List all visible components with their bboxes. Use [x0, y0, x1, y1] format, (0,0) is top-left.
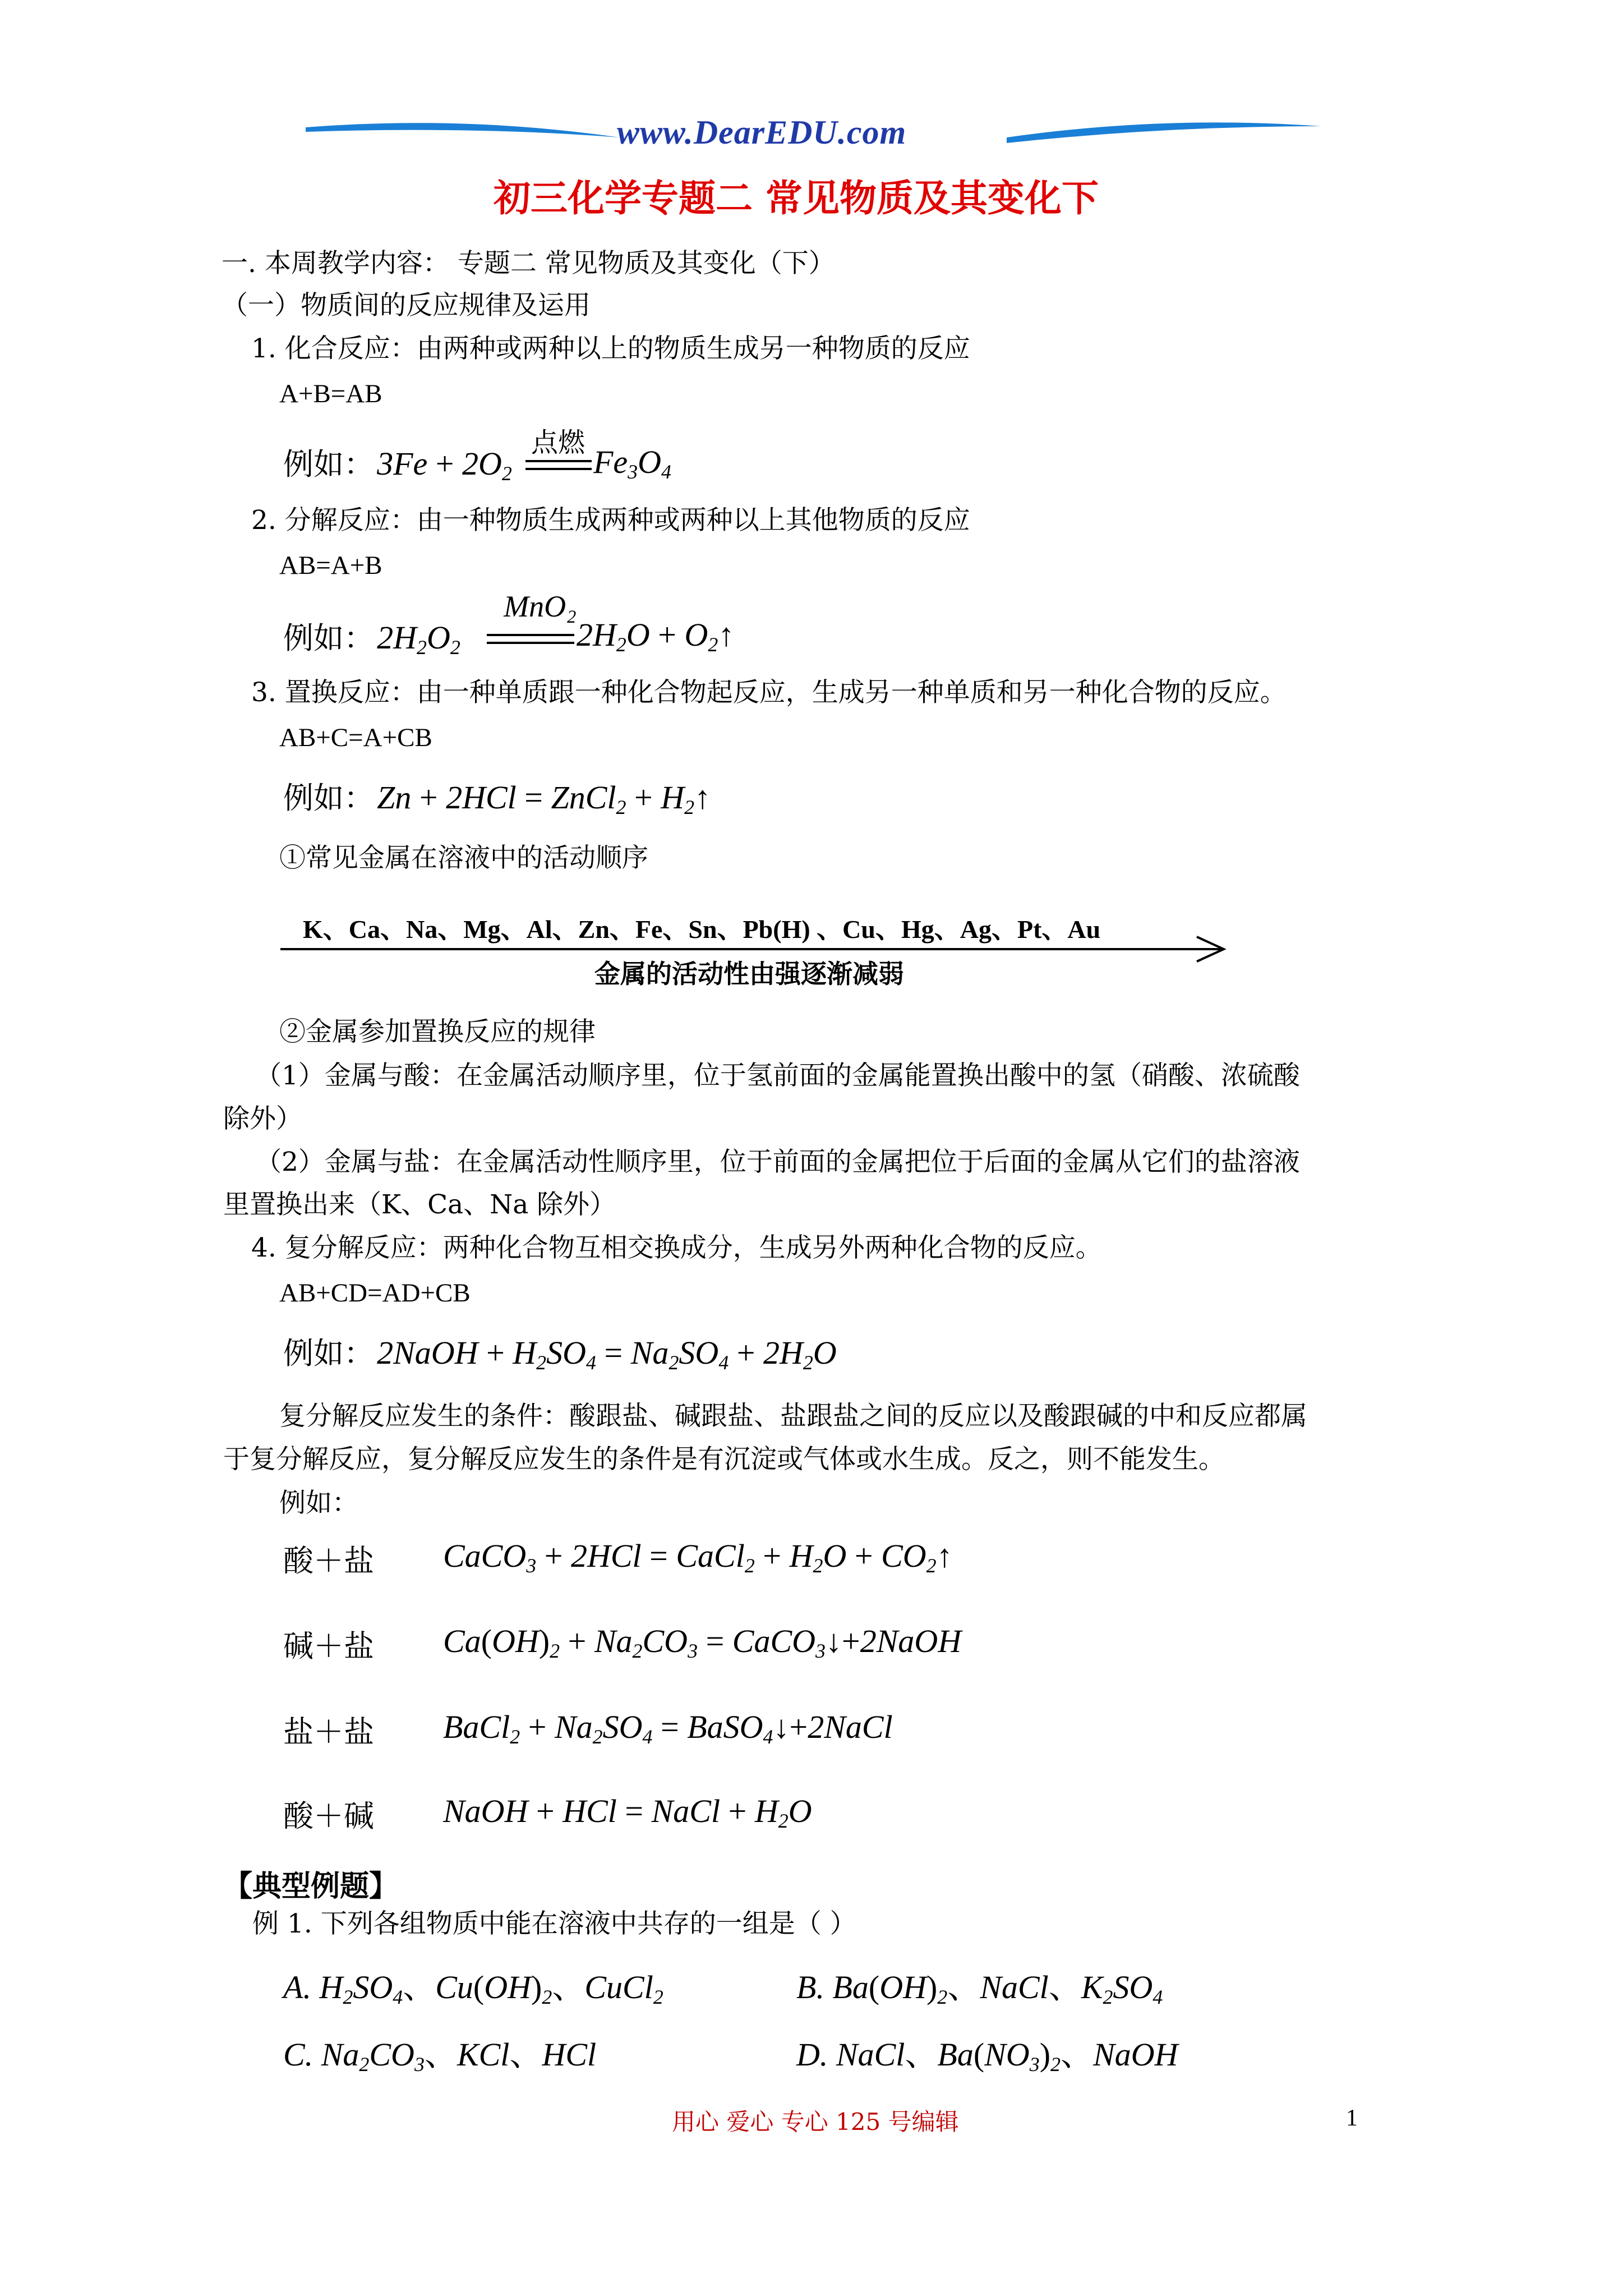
- condition-paragraph-line-b: 于复分解反应，复分解反应发生的条件是有沉淀或气体或水生成。反之，则不能发生。: [223, 1444, 1225, 1475]
- reaction-condition-catalyst: MnO₂: [504, 590, 577, 623]
- section-4-general: AB+CD=AD+CB: [279, 1278, 471, 1308]
- reaction-condition-ignite: 点燃: [531, 427, 585, 458]
- section-3-general: AB+C=A+CB: [279, 723, 432, 752]
- equation-caoh2-na2co3: $Ca(OH)_2 + Na_2CO_3$ = CaCO$_3$↓+2NaOH: [443, 1623, 962, 1663]
- option-d[interactable]: D. NaCl、$Ba(NO_3)_2$、NaOH: [796, 2036, 1178, 2076]
- intro-line-2: （一）物质间的反应规律及运用: [222, 290, 591, 321]
- activity-series-arrow-line: [280, 948, 1223, 950]
- rule-title: ②金属参加置换反应的规律: [279, 1016, 596, 1047]
- reaction-type-label: 碱＋盐: [283, 1628, 374, 1664]
- activity-series-title: ①常见金属在溶液中的活动顺序: [279, 843, 648, 873]
- header-swoosh-left: [306, 115, 620, 154]
- equation-zinc-hcl: Zn + 2HCl = ZnCl$_2$ + $H_2↑$: [377, 779, 711, 819]
- intro-line-1: 一. 本周教学内容： 专题二 常见物质及其变化（下）: [222, 248, 835, 279]
- question-1: 例 1. 下列各组物质中能在溶液中共存的一组是（ ）: [252, 1908, 856, 1939]
- equation-iron-combustion: $3Fe + 2O_2$: [377, 445, 512, 485]
- example-label: 例如：: [283, 780, 374, 816]
- page-number: 1: [1346, 2105, 1358, 2131]
- equation-product-fe3o4: $Fe_3O_4$: [593, 444, 672, 484]
- equals-sign-long: [487, 642, 574, 644]
- reaction-type-label: 酸＋盐: [283, 1543, 374, 1579]
- equation-bacl2-na2so4: BaCl$_2$ + $Na_2SO_4$ = BaSO$_4$↓+2NaCl: [443, 1709, 893, 1749]
- section-4-example: [283, 1329, 837, 1373]
- option-c[interactable]: C. $Na_2CO_3$、KCl、HCl: [283, 2036, 597, 2076]
- equation-neutralization-h2so4: 2NaOH + $H_2SO_4 = Na_2SO_4 + 2H_2O$: [377, 1335, 837, 1374]
- equation-caco3-hcl: CaCO$_3$ + 2HCl = CaCl$_2$ + $H_2O$ + $CO_2↑$: [443, 1538, 953, 1577]
- section-3-heading: 3. 置换反应：由一种单质跟一种化合物起反应，生成另一种单质和另一种化合物的反应。: [251, 677, 1287, 708]
- section-3-example: [283, 774, 711, 817]
- site-logo: www.DearEDU.com: [617, 114, 907, 151]
- example-label: 例如：: [283, 620, 374, 656]
- rule-1-line-b: 除外）: [223, 1103, 302, 1134]
- rule-2-line-a: （2）金属与盐：在金属活动性顺序里，位于前面的金属把位于后面的金属从它们的盐溶液: [255, 1147, 1300, 1177]
- header-swoosh-right: [1007, 115, 1321, 154]
- reaction-row-salt-salt: [283, 1708, 374, 1751]
- equation-products-water-oxygen: $2H_2O$ + $O_2↑$: [577, 616, 735, 656]
- arrow-head-icon: [1195, 935, 1228, 964]
- page-title: 初三化学专题二 常见物质及其变化下: [494, 176, 1099, 220]
- equals-sign-long: [487, 634, 574, 636]
- reaction-row-acid-base: [283, 1792, 374, 1835]
- reaction-type-label: 盐＋盐: [283, 1714, 374, 1750]
- section-1-heading: 1. 化合反应：由两种或两种以上的物质生成另一种物质的反应: [251, 333, 970, 364]
- equals-sign-long: [525, 460, 592, 462]
- activity-series-metals: K、Ca、Na、Mg、Al、Zn、Fe、Sn、Pb(H) 、Cu、Hg、Ag、Pt、Au: [303, 915, 1101, 944]
- reaction-row-base-salt: [283, 1622, 374, 1665]
- rule-1-line-a: （1）金属与酸：在金属活动顺序里，位于氢前面的金属能置换出酸中的氢（硝酸、浓硫酸: [255, 1060, 1300, 1091]
- examples-heading: 【典型例题】: [223, 1869, 399, 1903]
- section-2-general: AB=A+B: [279, 551, 382, 580]
- equation-h2o2-decomp: $2H_2O_2$: [377, 619, 460, 659]
- option-a[interactable]: A. $H_2SO_4$、$Cu(OH)_2$、CuCl$_2$: [283, 1969, 663, 2009]
- footer-note: 用心 爱心 专心 125 号编辑: [672, 2108, 959, 2136]
- section-1-example: [283, 440, 512, 484]
- section-1-general: A+B=AB: [279, 379, 382, 408]
- condition-paragraph-line-a: 复分解反应发生的条件：酸跟盐、碱跟盐、盐跟盐之间的反应以及酸跟碱的中和反应都属: [279, 1401, 1307, 1432]
- equation-naoh-hcl: NaOH + HCl = NaCl + $H_2O$: [443, 1793, 812, 1833]
- option-b[interactable]: B. $Ba(OH)_2$、NaCl、$K_2SO_4$: [796, 1969, 1163, 2009]
- reaction-row-acid-salt: [283, 1537, 374, 1580]
- example-label: 例如：: [283, 1336, 374, 1371]
- example-label: 例如：: [283, 447, 374, 482]
- section-2-heading: 2. 分解反应：由一种物质生成两种或两种以上其他物质的反应: [251, 505, 970, 536]
- section-4-heading: 4. 复分解反应：两种化合物互相交换成分，生成另外两种化合物的反应。: [251, 1232, 1102, 1263]
- reaction-type-label: 酸＋碱: [283, 1798, 374, 1834]
- equals-sign-long: [525, 468, 592, 470]
- example-label-2: 例如：: [279, 1488, 358, 1519]
- activity-series-caption: 金属的活动性由强逐渐减弱: [594, 959, 904, 989]
- rule-2-line-b: 里置换出来（K、Ca、Na 除外）: [223, 1189, 616, 1220]
- section-2-example: [283, 614, 460, 657]
